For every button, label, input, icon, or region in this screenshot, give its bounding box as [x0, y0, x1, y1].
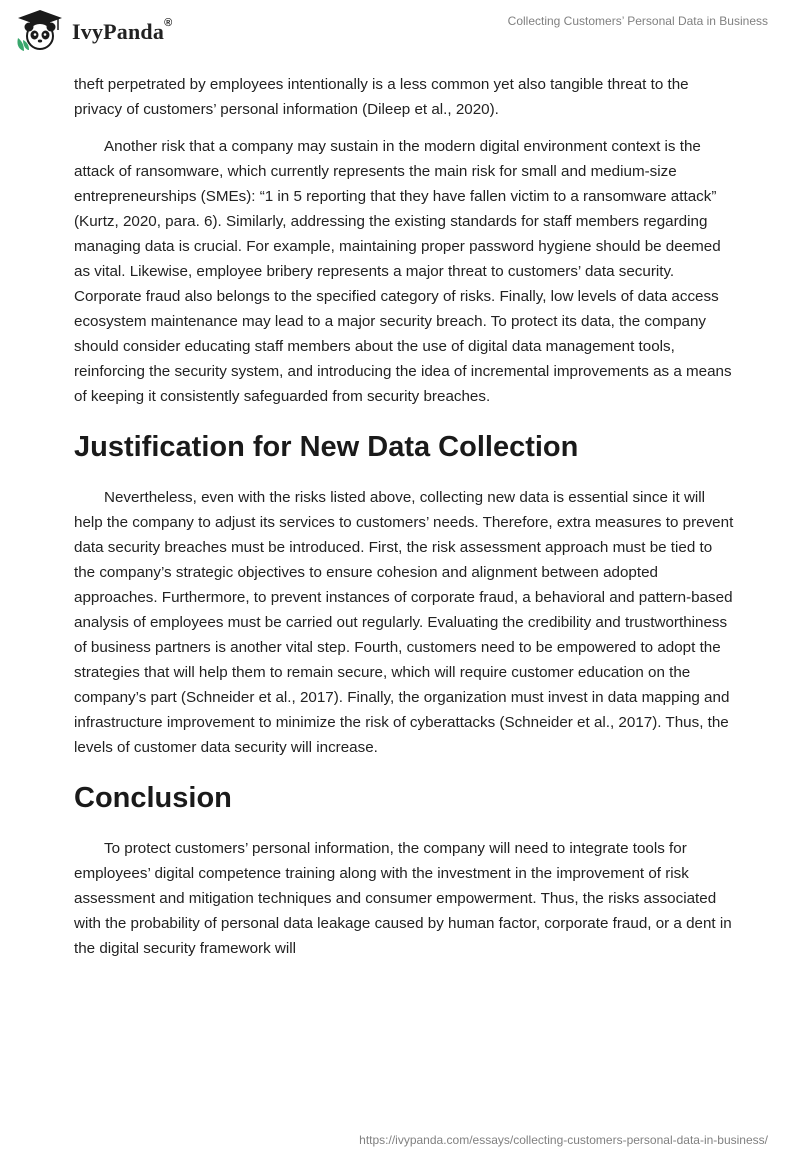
page-header	[0, 0, 800, 70]
paragraph-justification: Nevertheless, even with the risks listed above, collecting new data is essential since it will help the company to adjust its services to customers’ needs. Therefore, extra measures to prevent data security breaches must be introduced. First, the risk assessment approach must be tied to the company’s strategic objectives to ensure cohesion and alignment between adopted approaches. Furthermore, to prevent instances of corporate fraud, a behavioral and pattern-based analysis of employees must be carried out regularly. Evaluating the credibility and trustworthiness of business partners is another vital step. Fourth, customers need to be empowered to adopt the strategies that will help them to remain secure, which will require customer education on the company’s part (Schneider et al., 2017). Finally, the organization must invest in data mapping and infrastructure improvement to minimize the risk of cyberattacks (Schneider et al., 2017). Thus, the levels of customer data security will increase.	[74, 489, 734, 756]
paragraph-conclusion: To protect customers’ personal information, the company will need to integrate tools for employees’ digital competence training along with the investment in the improvement of risk assessment and mitigation techniques and consumer empowerment. Thus, the risks associated with the probability of personal data leakage caused by human factor, corporate fraud, or a dent in the digital security framework will	[74, 840, 732, 957]
essay-body	[74, 72, 734, 973]
document-title: Collecting Customers’ Personal Data in Business	[507, 14, 768, 28]
ivypanda-logo[interactable]	[14, 8, 172, 52]
section-heading-conclusion: Conclusion	[74, 782, 232, 814]
section-heading-justification: Justification for New Data Collection	[74, 431, 579, 463]
registered-mark: ®	[164, 17, 173, 29]
brand-name: IvyPanda®	[72, 17, 173, 44]
paragraph-ransomware-risk: Another risk that a company may sustain in the modern digital environment context is the attack of ransomware, which currently represents the main risk for small and medium-size entrepreneurships (SMEs): “1 in 5 reporting that they have fallen victim to a ransomware attack” (Kurtz, 2020, para. 6). Similarly, addressing the existing standards for staff members regarding managing data is crucial. For example, maintaining proper password hygiene should be deemed as vital. Likewise, employee bribery represents a major threat to customers’ data security. Corporate fraud also belongs to the specified category of risks. Finally, low levels of data access ecosystem maintenance may lead to a major security breach. To protect its data, the company should consider educating staff members about the use of digital data management tools, reinforcing the security system, and introducing the idea of incremental improvements as a means of keeping it consistently safeguarded from security breaches.	[74, 138, 732, 405]
panda-mascot-icon	[14, 8, 66, 52]
paragraph-continuation: theft perpetrated by employees intentionally is a less common yet also tangible threat to the privacy of customers’ personal information (Dileep et al., 2020).	[74, 76, 689, 118]
source-url: https://ivypanda.com/essays/collecting-customers-personal-data-in-business/	[359, 1133, 768, 1147]
